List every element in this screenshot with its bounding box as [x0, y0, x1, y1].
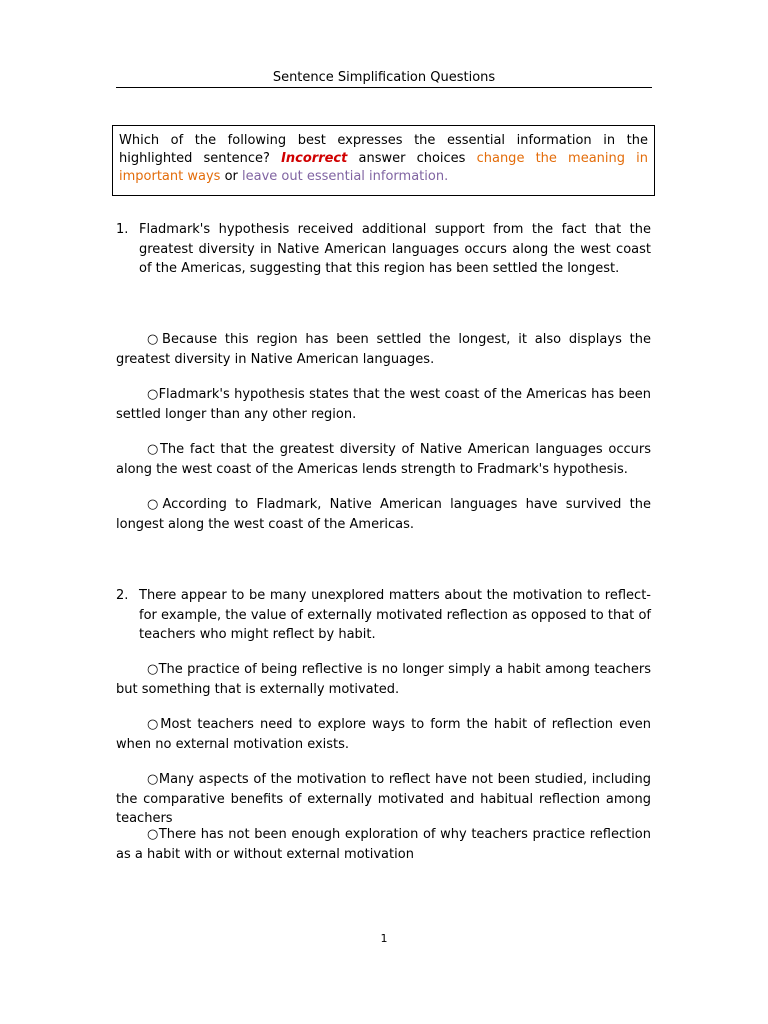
answer-option[interactable]: ○According to Fladmark, Native American languages have survived the longest along the west coast of the Americas.	[116, 497, 651, 532]
instruction-box	[112, 125, 655, 196]
question-2	[116, 586, 651, 645]
answer-option[interactable]: ○There has not been enough exploration of why teachers practice reflection as a habit with or without external motivation	[116, 827, 651, 862]
answer-option[interactable]: ○Fladmark's hypothesis states that the west coast of the Americas has been settled longer than any other region.	[116, 387, 651, 422]
question-stem: Fladmark's hypothesis received additional support from the fact that the greatest diversity in Native American languages occurs along the west coast of the Americas, suggesting that this region has been settled the longest.	[139, 222, 651, 276]
answer-option[interactable]: ○The practice of being reflective is no longer simply a habit among teachers but something that is externally motivated.	[116, 662, 651, 697]
leave-out-highlight: leave out essential information.	[242, 169, 449, 184]
answer-option[interactable]: ○The fact that the greatest diversity of Native American languages occurs along the west coast of the Americas lends strength to Fradmark's hypothesis.	[116, 442, 651, 477]
instruction-text-2: answer choices	[347, 151, 477, 166]
question-number: 2.	[116, 588, 129, 603]
question-number: 1.	[116, 222, 129, 237]
instruction-text-3: or	[220, 169, 243, 184]
question-stem: There appear to be many unexplored matters about the motivation to reflect-for example, the value of externally motivated reflection as opposed to that of teachers who might reflect by habit.	[139, 588, 651, 642]
page-title: Sentence Simplification Questions	[272, 70, 496, 85]
answer-option[interactable]: ○Most teachers need to explore ways to form the habit of reflection even when no external motivation exists.	[116, 717, 651, 752]
header-divider	[116, 87, 652, 88]
answer-option[interactable]: ○Many aspects of the motivation to reflect have not been studied, including the comparative benefits of externally motivated and habitual reflection among teachers	[116, 772, 651, 826]
incorrect-emphasis: Incorrect	[281, 151, 348, 166]
answer-option[interactable]: ○Because this region has been settled the longest, it also displays the greatest diversity in Native American languages.	[116, 332, 651, 367]
instruction-text: Which of the following best expresses the essential information in the highlighted sentence?	[119, 133, 648, 166]
question-1	[116, 220, 651, 279]
page-number: 1	[380, 932, 388, 945]
change-meaning-highlight: change the meaning in important ways	[119, 151, 648, 184]
